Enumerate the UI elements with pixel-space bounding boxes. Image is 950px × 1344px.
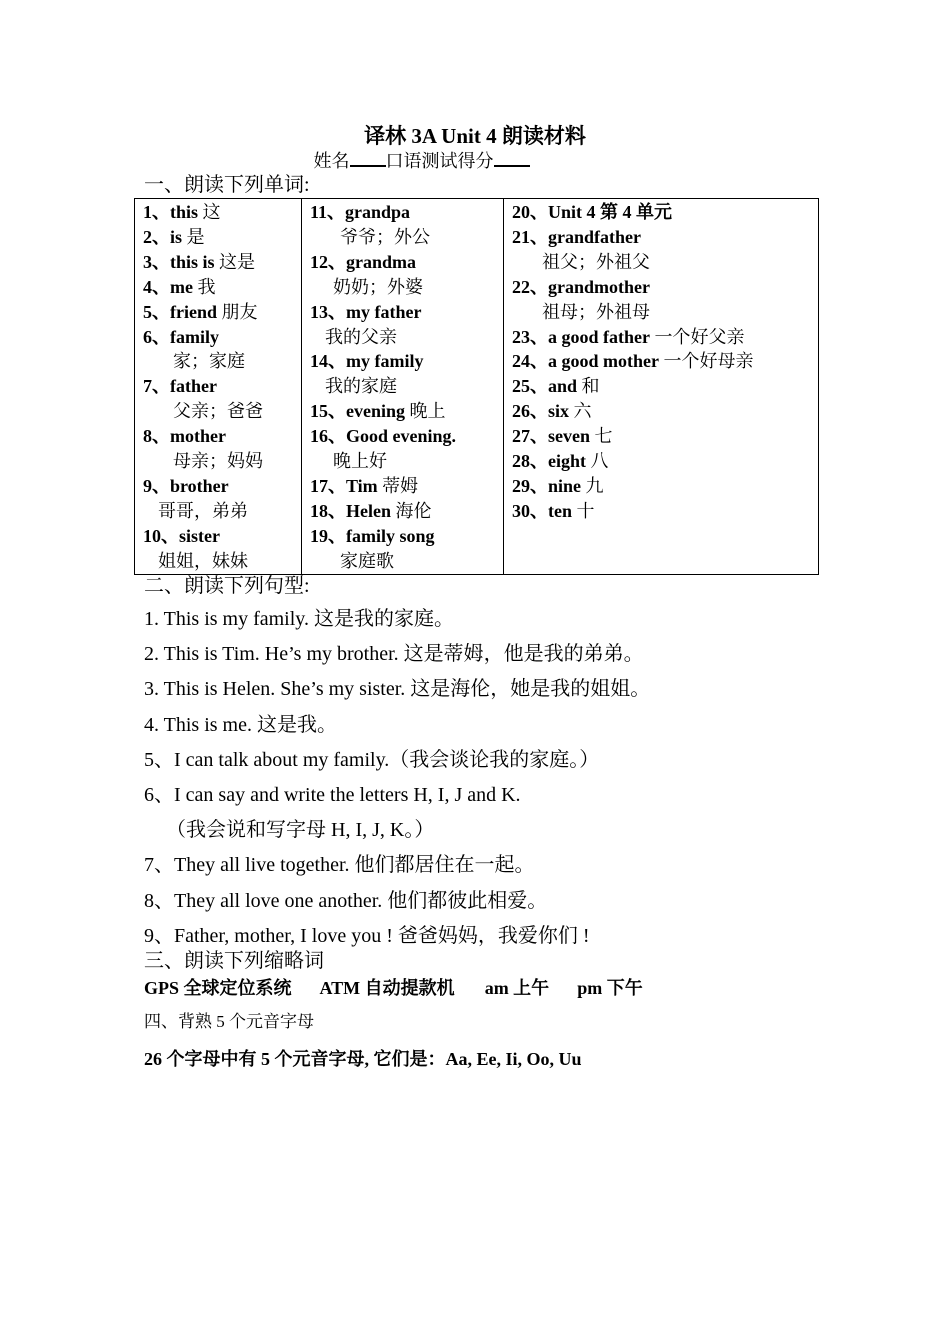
word-english: 28、eight <box>512 451 586 472</box>
word-chinese: 姐姐，妹妹 <box>158 550 248 571</box>
word-entry <box>310 349 503 374</box>
word-chinese: 家庭歌 <box>340 550 394 571</box>
word-entry <box>512 374 818 399</box>
word-entry <box>143 250 301 275</box>
word-chinese: 六 <box>569 401 592 422</box>
word-english: 17、Tim <box>310 475 378 496</box>
word-chinese: 九 <box>581 475 604 496</box>
section3-heading: 三、朗读下列缩略词 <box>144 950 324 972</box>
word-entry <box>143 549 301 574</box>
word-chinese: 这是 <box>214 251 256 272</box>
word-entry <box>310 250 503 275</box>
word-english: 19、family song <box>310 525 435 546</box>
abbreviation-line <box>144 976 671 1000</box>
word-english: 8、mother <box>143 426 226 447</box>
word-chinese: 蒂姆 <box>377 475 419 496</box>
vowels-line: 26 个字母中有 5 个元音字母, 它们是：Aa, Ee, Ii, Oo, Uu <box>144 1049 582 1069</box>
word-english: 5、friend <box>143 301 217 322</box>
word-english: 27、seven <box>512 426 590 447</box>
word-entry <box>143 374 301 399</box>
word-entry <box>143 300 301 325</box>
word-chinese: 爷爷；外公 <box>340 226 430 247</box>
word-english: 24、a good mother <box>512 351 659 372</box>
word-entry <box>143 499 301 524</box>
sentence-item: 4. This is me. 这是我。 <box>144 713 337 736</box>
word-english: 9、brother <box>143 475 229 496</box>
word-entry <box>512 225 818 250</box>
word-english: 2、is <box>143 226 183 247</box>
word-entry <box>512 474 818 499</box>
word-chinese: 一个好父亲 <box>650 326 745 347</box>
name-blank[interactable] <box>350 151 386 167</box>
sentence-item: 3. This is Helen. She’s my sister. 这是海伦，她是我的姐姐。 <box>144 678 651 701</box>
word-entry <box>143 275 301 300</box>
word-chinese: 奶奶；外婆 <box>333 276 423 297</box>
word-entry <box>310 374 503 399</box>
word-english: 1、this <box>143 202 199 222</box>
word-entry <box>512 275 818 300</box>
score-blank[interactable] <box>494 151 530 167</box>
sentence-item: 8、They all love one another. 他们都彼此相爱。 <box>144 889 548 912</box>
word-chinese: 十 <box>572 500 595 521</box>
word-column-2 <box>302 199 504 575</box>
word-english: 16、Good evening. <box>310 426 457 447</box>
word-english: 13、my father <box>310 301 422 322</box>
word-english: 3、this is <box>143 251 215 272</box>
sentence-item: 6、I can say and write the letters H, I, J and K. <box>144 783 521 806</box>
word-english: 30、ten <box>512 500 572 521</box>
word-english: 10、sister <box>143 525 220 546</box>
sentence-item: 9、Father, mother, I love you ! 爸爸妈妈，我爱你们 ! <box>144 924 590 947</box>
word-chinese: 一个好母亲 <box>659 351 754 372</box>
word-chinese: 晚上好 <box>333 451 387 472</box>
word-english: 26、six <box>512 401 570 422</box>
word-entry <box>143 200 301 225</box>
word-column-3 <box>504 199 819 575</box>
word-entry <box>143 225 301 250</box>
word-entry <box>512 200 818 225</box>
sentence-list <box>144 602 650 954</box>
word-entry <box>143 325 301 350</box>
section1-heading: 一、朗读下列单词: <box>144 174 310 196</box>
word-chinese: 朋友 <box>217 301 258 322</box>
word-entry <box>310 424 503 449</box>
sentence-item: 1. This is my family. 这是我的家庭。 <box>144 608 454 630</box>
score-label: 口语测试得分 <box>385 151 494 171</box>
name-label: 姓名 <box>313 151 350 171</box>
word-english: 6、family <box>143 326 219 347</box>
word-entry <box>310 325 503 350</box>
word-entry <box>310 549 503 574</box>
word-english: 21、grandfather <box>512 226 641 247</box>
word-english: 7、father <box>143 376 217 397</box>
word-entry <box>143 449 301 474</box>
word-entry <box>512 325 818 350</box>
word-entry <box>310 524 503 549</box>
word-entry <box>143 424 301 449</box>
word-entry <box>310 275 503 300</box>
word-entry <box>310 449 503 474</box>
word-chinese: 我的家庭 <box>325 376 397 397</box>
sentence-item: 2. This is Tim. He’s my brother. 这是蒂姆，他是我的弟弟。 <box>144 643 644 666</box>
section2-heading: 二、朗读下列句型: <box>144 575 310 597</box>
word-chinese: 和 <box>577 376 600 397</box>
word-english: 22、grandmother <box>512 276 650 297</box>
abbreviation-item: ATM 自动提款机 <box>319 978 455 998</box>
word-english: 18、Helen <box>310 500 391 521</box>
word-english: 20、Unit 4 第 4 单元 <box>512 202 673 222</box>
word-entry <box>512 499 818 524</box>
word-entry <box>512 449 818 474</box>
word-entry <box>143 399 301 424</box>
word-entry <box>512 399 818 424</box>
word-entry <box>143 474 301 499</box>
word-entry <box>143 524 301 549</box>
word-chinese: 祖父；外祖父 <box>542 251 650 272</box>
word-english: 23、a good father <box>512 326 650 347</box>
sentence-item: 7、They all live together. 他们都居住在一起。 <box>144 854 535 877</box>
word-chinese: 哥哥，弟弟 <box>158 500 248 521</box>
word-chinese: 我 <box>192 276 216 297</box>
word-entry <box>512 349 818 374</box>
word-entry <box>310 474 503 499</box>
abbreviation-item: pm 下午 <box>577 978 643 998</box>
word-entry <box>512 250 818 275</box>
word-chinese: 八 <box>586 451 609 472</box>
word-chinese: 母亲；妈妈 <box>173 451 263 472</box>
word-english: 15、evening <box>310 401 406 422</box>
abbreviation-item: am 上午 <box>484 978 550 998</box>
word-entry <box>310 399 503 424</box>
word-english: 29、nine <box>512 475 582 496</box>
word-entry <box>310 200 503 225</box>
word-entry <box>310 225 503 250</box>
abbreviation-item: GPS 全球定位系统 <box>144 978 292 998</box>
word-chinese: 父亲；爸爸 <box>173 401 263 422</box>
word-english: 11、grandpa <box>310 202 411 222</box>
word-english: 14、my family <box>310 351 424 372</box>
word-english: 4、me <box>143 276 193 297</box>
word-chinese: 这 <box>198 202 221 222</box>
word-chinese: 是 <box>182 226 205 247</box>
word-chinese: 祖母；外祖母 <box>542 301 650 322</box>
name-score-line <box>0 149 843 173</box>
sentence-item: 5、I can talk about my family.（我会谈论我的家庭。） <box>144 748 600 771</box>
sentence-item: （我会说和写字母 H, I, J, K。） <box>166 819 435 842</box>
word-table <box>134 198 819 575</box>
section4-heading: 四、背熟 5 个元音字母 <box>144 1012 314 1031</box>
word-entry <box>512 424 818 449</box>
word-entry <box>143 349 301 374</box>
word-chinese: 我的父亲 <box>325 326 397 347</box>
word-column-1 <box>135 199 302 575</box>
word-entry <box>512 300 818 325</box>
word-chinese: 七 <box>590 426 613 447</box>
word-entry <box>310 300 503 325</box>
word-english: 25、and <box>512 376 578 397</box>
document-title: 译林 3A Unit 4 朗读材料 <box>364 124 586 148</box>
word-english: 12、grandma <box>310 251 417 272</box>
word-chinese: 晚上 <box>405 401 446 422</box>
word-chinese: 海伦 <box>391 500 432 521</box>
word-entry <box>310 499 503 524</box>
word-chinese: 家；家庭 <box>173 351 245 372</box>
